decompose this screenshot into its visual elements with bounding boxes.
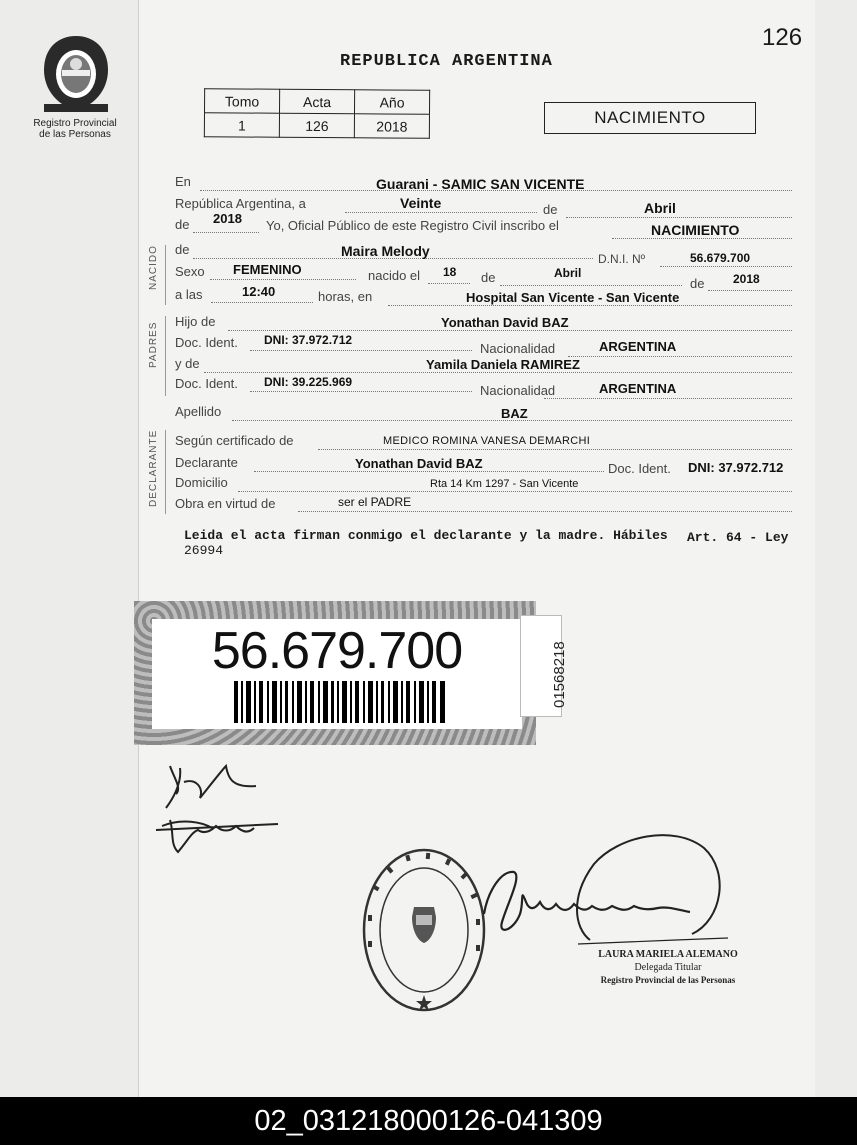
ano-value: 2018 [213, 211, 242, 226]
dotted-line [544, 398, 792, 399]
yo-oficial-label: Yo, Oficial Público de este Registro Civil inscribo el [266, 218, 559, 233]
certificado-value: MEDICO ROMINA VANESA DEMARCHI [383, 435, 591, 447]
dotted-line [660, 266, 792, 267]
declarante-dni-value: DNI: 37.972.712 [688, 460, 784, 475]
doc-ident2-label: Doc. Ident. [175, 376, 238, 391]
tomo-header: Tomo [205, 89, 280, 114]
dotted-line [318, 449, 792, 450]
a-las-label: a las [175, 287, 203, 302]
section-divider [165, 430, 166, 514]
madre-nac-value: ARGENTINA [599, 381, 677, 396]
sticker-label [152, 619, 522, 729]
dotted-line [388, 305, 792, 306]
madre-dni-value: DNI: 39.225.969 [264, 375, 353, 389]
tomo-acta-ano-table [204, 88, 430, 139]
padre-nac-value: ARGENTINA [599, 339, 677, 354]
document-title: REPUBLICA ARGENTINA [340, 52, 553, 71]
section-divider [165, 316, 166, 396]
de-label: de [543, 202, 558, 217]
nacido-side-label: NACIDO [148, 245, 159, 290]
de-ano2-label: de [690, 276, 705, 291]
domicilio-value: Rta 14 Km 1297 - San Vicente [430, 478, 579, 490]
apellido-value: BAZ [501, 406, 528, 421]
closing-article: Art. 64 - Ley [687, 530, 789, 545]
acta-header: Acta [280, 89, 355, 114]
dotted-line [204, 372, 792, 373]
de-ano-label: de [175, 217, 190, 232]
dia-value: Veinte [400, 195, 442, 211]
closing-statement [184, 528, 794, 558]
serial-label [520, 615, 568, 717]
nacionalidad2-label: Nacionalidad [480, 383, 556, 398]
declarante-side-label: DECLARANTE [148, 429, 159, 507]
barcode-icon [234, 681, 446, 723]
dotted-line [250, 350, 472, 351]
document-number: 126 [762, 24, 803, 51]
closing-text: Leida el acta firman conmigo el declarante y la madre. Hábiles [184, 528, 668, 543]
dotted-line [612, 238, 792, 239]
dotted-line [345, 212, 537, 213]
sticker-number: 56.679.700 [211, 622, 463, 680]
nac-ano-value: 2018 [733, 272, 760, 286]
y-de-label: y de [175, 356, 200, 371]
dni-label: D.N.I. Nº [598, 252, 646, 266]
serial-number: 01568218 [551, 641, 568, 708]
dotted-line [500, 285, 682, 286]
provincial-seal-icon [36, 30, 116, 114]
doc-ident1-label: Doc. Ident. [175, 335, 238, 350]
declarante-label: Declarante [175, 455, 238, 470]
padre-dni-value: DNI: 37.972.712 [264, 333, 353, 347]
dotted-line [254, 471, 604, 472]
padres-side-label: PADRES [148, 321, 159, 368]
officer-office: Registro Provincial de las Personas [600, 975, 736, 985]
declarante-value: Yonathan David BAZ [355, 456, 483, 471]
dotted-line [211, 302, 313, 303]
section-divider [165, 245, 166, 305]
nacido-el-label: nacido el [368, 268, 421, 283]
dotted-line [238, 491, 792, 492]
nac-mes-value: Abril [554, 266, 582, 280]
sexo-value: FEMENINO [233, 262, 302, 277]
doc-ident3-label: Doc. Ident. [608, 461, 671, 476]
officer-name: LAURA MARIELA ALEMANO [598, 949, 738, 960]
segun-certificado-label: Según certificado de [175, 433, 294, 448]
mes-value: Abril [644, 200, 676, 216]
obra-label: Obra en virtud de [175, 496, 276, 511]
nac-dia-value: 18 [443, 265, 457, 279]
apellido-label: Apellido [175, 404, 222, 419]
obra-value: ser el PADRE [338, 495, 412, 509]
tomo-value: 1 [204, 113, 279, 138]
sexo-label: Sexo [175, 264, 205, 279]
lugar-nac-value: Hospital San Vicente - San Vicente [466, 290, 680, 305]
dotted-line [250, 391, 472, 392]
republica-label: República Argentina, a [175, 196, 306, 211]
lugar-value: Guarani - SAMIC SAN VICENTE [376, 176, 585, 192]
closing-law: 26994 [184, 543, 224, 558]
hora-value: 12:40 [242, 284, 276, 299]
domicilio-label: Domicilio [175, 475, 228, 490]
de-mes-label: de [481, 270, 496, 285]
tipo-value: NACIMIENTO [651, 222, 740, 238]
nombre-value: Maira Melody [341, 243, 430, 259]
en-label: En [175, 174, 191, 189]
dotted-line [298, 511, 792, 512]
officer-signature-icon [478, 810, 738, 960]
dni-value: 56.679.700 [690, 251, 751, 265]
footer-code: 02_031218000126-041309 [0, 1097, 857, 1145]
hijo-de-label: Hijo de [175, 314, 216, 329]
registry-stamp-icon [360, 845, 488, 1015]
record-type-box: NACIMIENTO [544, 102, 756, 134]
dotted-line [193, 232, 259, 233]
horas-en-label: horas, en [318, 289, 373, 304]
acta-value: 126 [279, 113, 354, 138]
madre-value: Yamila Daniela RAMIREZ [426, 357, 580, 372]
dotted-line [228, 330, 792, 331]
de-nombre-label: de [175, 242, 190, 257]
nacionalidad1-label: Nacionalidad [480, 341, 556, 356]
dni-sticker [134, 601, 536, 745]
dotted-line [566, 217, 792, 218]
officer-role: Delegada Titular [634, 962, 702, 973]
declarant-signatures-icon [152, 748, 292, 868]
padre-value: Yonathan David BAZ [441, 315, 569, 330]
dotted-line [568, 356, 792, 357]
registro-provincial-label: Registro Provincial de las Personas [33, 118, 117, 140]
officer-block [578, 948, 758, 987]
ano-header: Año [354, 90, 429, 115]
dotted-line [708, 290, 792, 291]
dotted-line [210, 279, 356, 280]
dotted-line [428, 283, 470, 284]
ano-value: 2018 [354, 114, 429, 139]
